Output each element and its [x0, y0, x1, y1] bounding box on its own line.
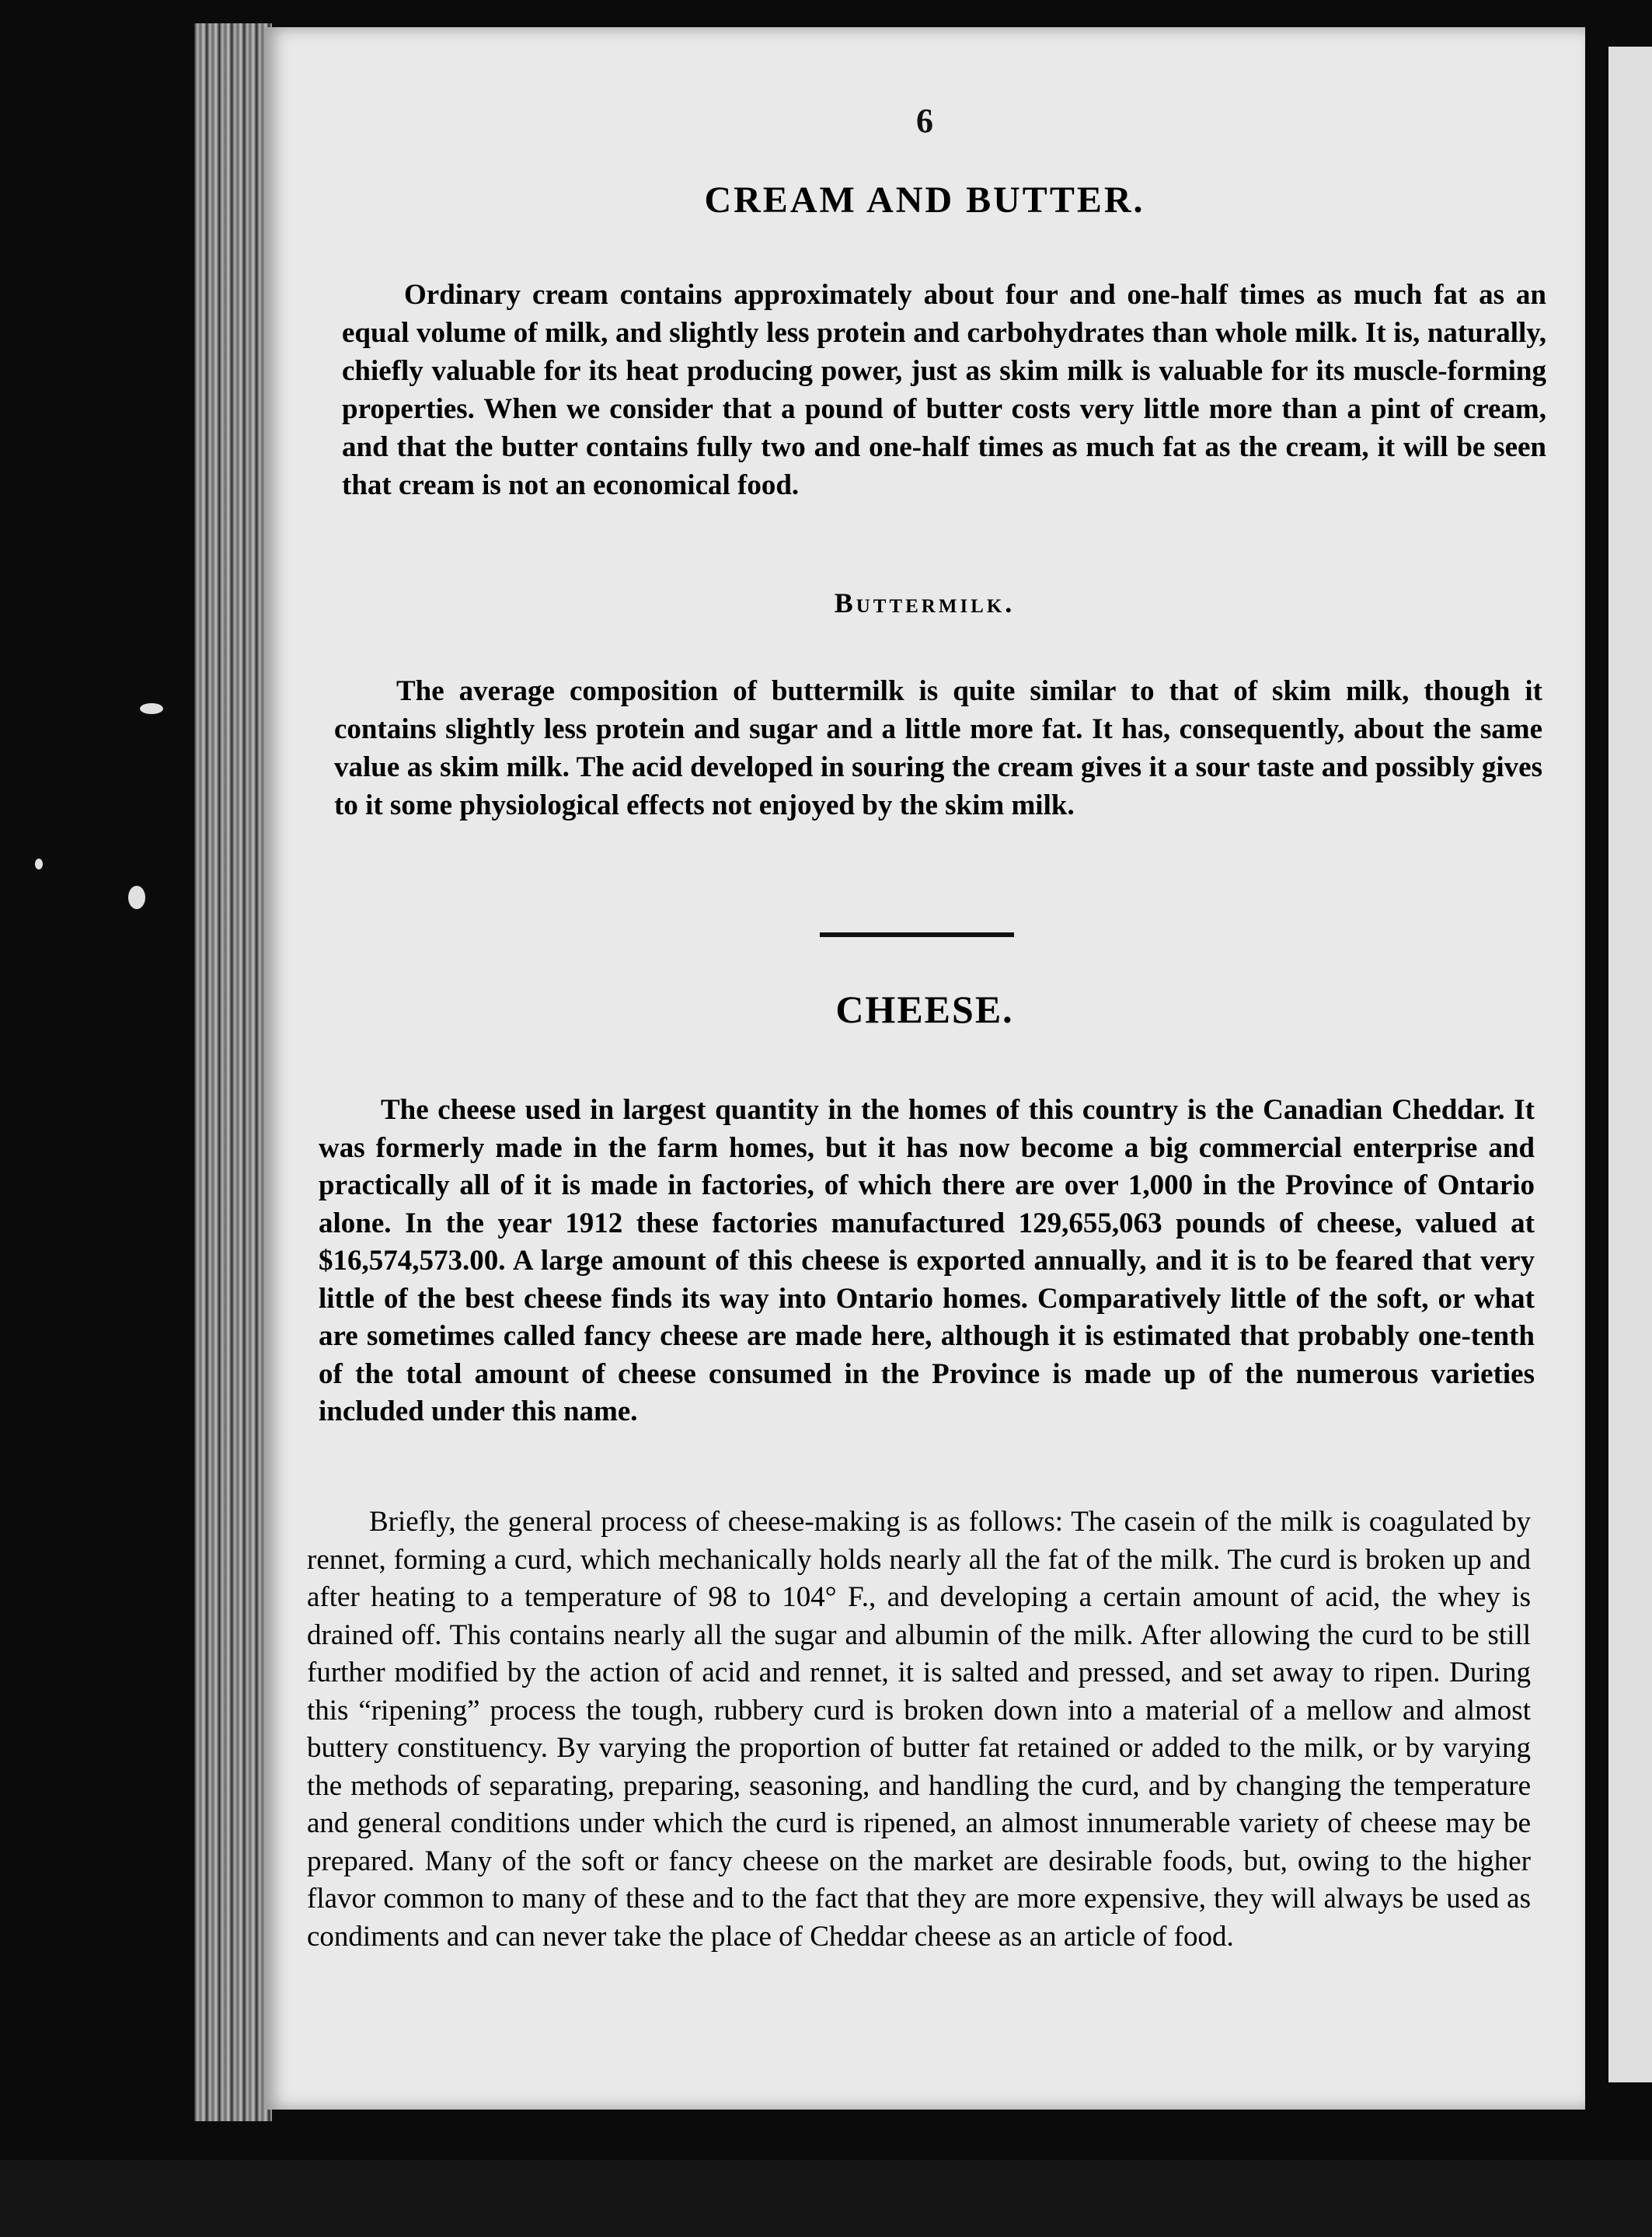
scan-speck — [140, 703, 163, 714]
section-heading-cream-and-butter: CREAM AND BUTTER. — [704, 179, 1145, 221]
book-binding-edge — [194, 23, 272, 2121]
next-page-edge — [1608, 47, 1652, 2082]
section-heading-buttermilk: Buttermilk. — [834, 587, 1016, 618]
document-page — [264, 27, 1585, 2110]
paragraph-cream: Ordinary cream contains approximately about four and one-half times as much fat as an equal volume of milk, and slightly less protein and carbohydrates than whole milk. It is, naturally, chiefly valuable for its heat producing power, just as skim milk is valuable for its muscle-forming properties. When we consider that a pound of butter costs very little more than a pint of cream, and that the butter contains fully two and one-half times as much fat as the cream, it will be seen that cream is not an economical food. — [342, 279, 1546, 501]
paragraph-cheese-process: Briefly, the general process of cheese-making is as follows: The casein of the milk is coagulated by rennet, forming a curd, which mechanically holds nearly all the fat of the milk. The curd is broken up and after heating to a temperature of 98 to 104° F., and developing a certain amount of acid, the whey is drained off. This contains nearly all the sugar and albumin of the milk. After allowing the curd to be still further modified by the action of acid and rennet, it is salted and pressed, and set away to ripen. During this “ripening” process the tough, rubbery curd is broken down into a material of a mellow and almost buttery constituency. By varying the proportion of butter fat retained or added to the milk, or by varying the methods of separating, preparing, seasoning, and handling the curd, and by changing the temperature and general conditions under which the curd is ripened, an almost innumerable variety of cheese may be prepared. Many of the soft or fancy cheese on the market are desirable foods, but, owing to the higher flavor common to many of these and to the fact that they are more expensive, they will always be used as condiments and can never take the place of Cheddar cheese as an article of food. — [307, 1506, 1531, 1953]
scan-speck — [35, 859, 43, 869]
section-divider — [820, 932, 1014, 937]
paragraph-cheese-cheddar: The cheese used in largest quantity in the homes of this country is the Canadian Cheddar. It was formerly made in the farm homes, but it has now become a big commercial enterprise and practically all of it is made in factories, of which there are over 1,000 in the Province of Ontario alone. In the year 1912 these factories manufactured 129,655,063 pounds of cheese, valued at $16,574,573.00. A large amount of this cheese is exported annually, and it is to be feared that very little of the best cheese finds its way into Ontario homes. Comparatively little of the soft, or what are sometimes called fancy cheese are made here, although it is estimated that probably one-tenth of the total amount of cheese consumed in the Province is made up of the numerous varieties included under this name. — [319, 1094, 1535, 1427]
page-number: 6 — [916, 102, 933, 140]
section-heading-cheese: CHEESE. — [835, 988, 1014, 1031]
scan-speck — [128, 886, 145, 909]
paragraph-buttermilk: The average composition of buttermilk is quite similar to that of skim milk, though it contains slightly less protein and sugar and a little more fat. It has, consequently, about the same value as skim milk. The acid developed in souring the cream gives it a sour taste and possibly gives to it some physiological effects not enjoyed by the skim milk. — [334, 675, 1542, 821]
scan-bottom-border — [0, 2160, 1652, 2237]
